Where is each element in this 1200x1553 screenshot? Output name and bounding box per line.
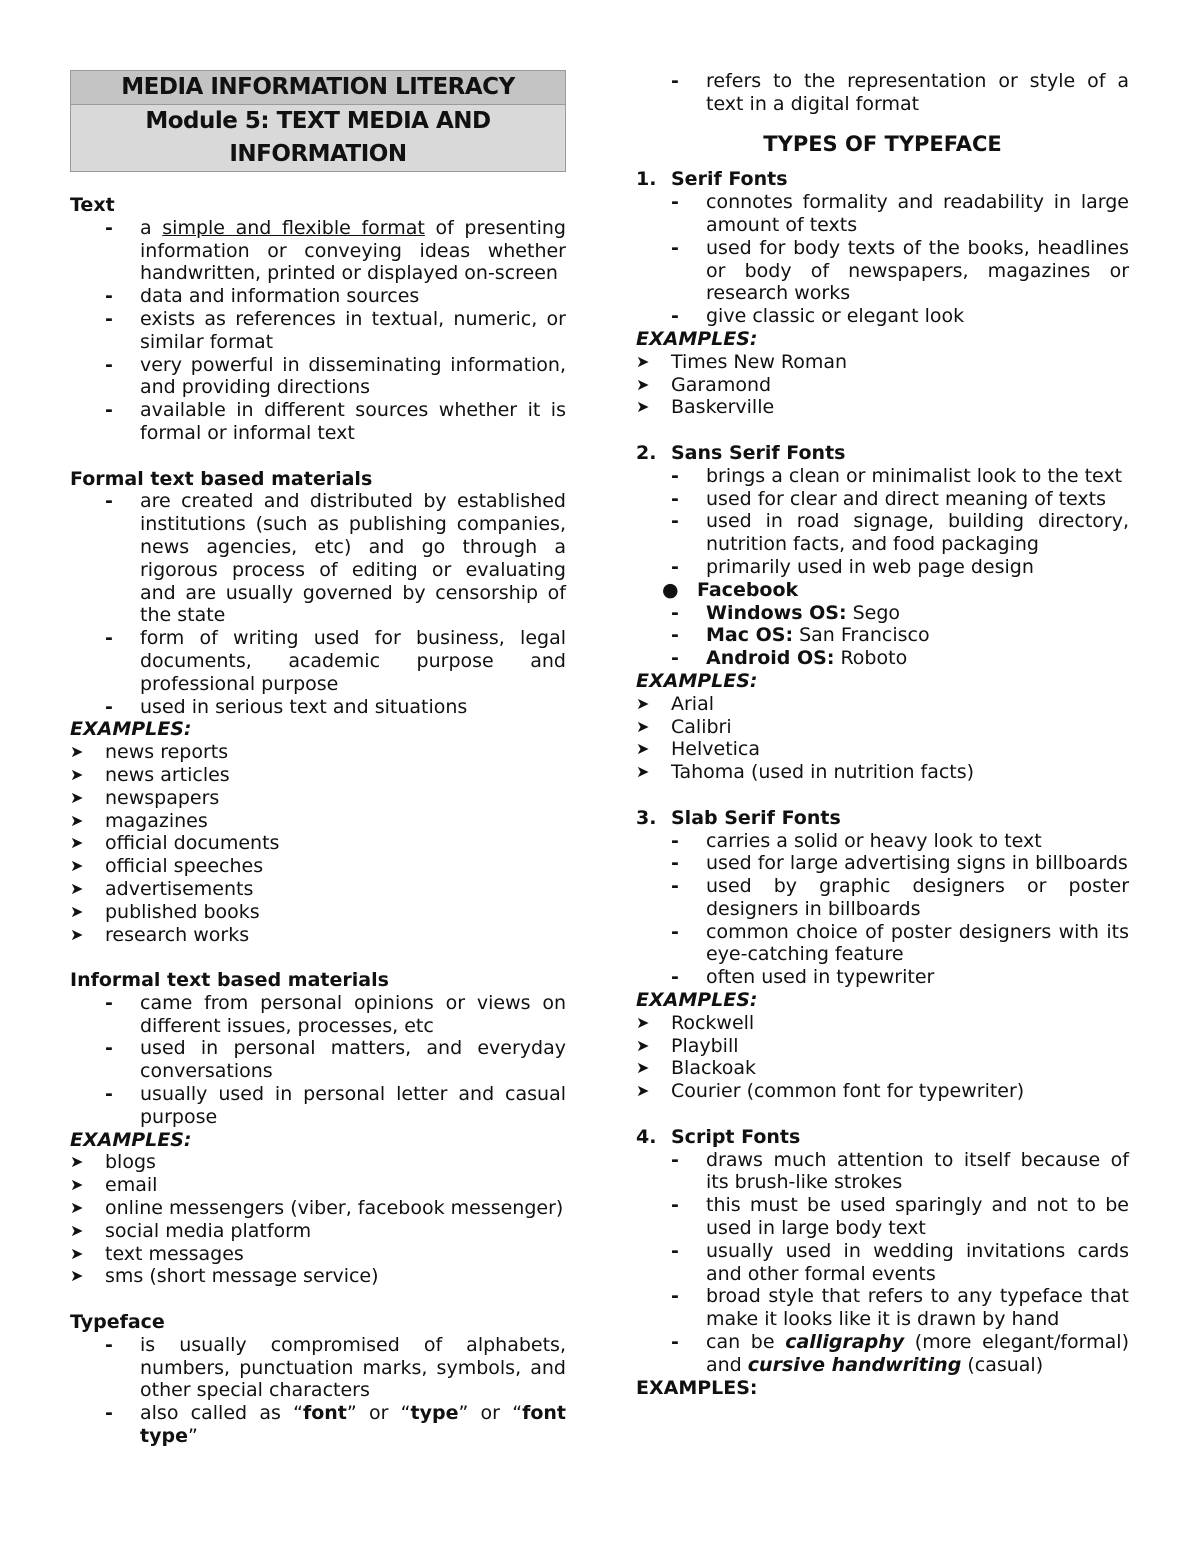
arrow-bullet-icon: ➤ — [636, 739, 650, 759]
list-item: ➤ news reports — [70, 741, 229, 764]
arrow-bullet-icon: ➤ — [70, 1220, 84, 1240]
list-item: ➤ Blackoak — [636, 1057, 756, 1080]
arrow-bullet-icon: ➤ — [70, 1266, 84, 1286]
list-item: - carries a solid or heavy look to text — [671, 829, 1042, 852]
list-item: - used for large advertising signs in billboards — [671, 852, 1128, 875]
list-item: ➤ official speeches — [70, 855, 264, 878]
arrow-bullet-icon: ➤ — [70, 856, 84, 876]
section-title-typeface: Typeface — [70, 1311, 165, 1334]
list-item: - used for clear and direct meaning of texts — [671, 487, 1107, 510]
arrow-bullet-icon: ➤ — [636, 716, 650, 736]
list-item: - Android OS: Roboto — [671, 647, 908, 670]
script-fonts-heading: 4. Script Fonts — [636, 1125, 801, 1148]
list-item: ➤ published books — [70, 900, 260, 923]
list-item: - came from personal opinions or views on different issues, processes, etc — [105, 991, 566, 1037]
sans-serif-fonts-heading: 2. Sans Serif Fonts — [636, 441, 846, 464]
list-item: ➤ Baskerville — [636, 396, 775, 419]
list-item: - also called as “font” or “type” or “font type” — [105, 1402, 567, 1448]
list-item: - connotes formality and readability in large amount of texts — [671, 191, 1129, 236]
list-item: ➤ social media platform — [70, 1219, 312, 1242]
list-item: - common choice of poster designers with its eye-catching feature — [671, 920, 1129, 966]
section-title-informal: Informal text based materials — [70, 969, 389, 992]
list-item: - give classic or elegant look — [671, 305, 965, 328]
arrow-bullet-icon: ➤ — [636, 693, 650, 713]
arrow-bullet-icon: ➤ — [70, 787, 84, 807]
examples-label: EXAMPLES: — [636, 669, 758, 692]
sans-serif-list — [636, 465, 1129, 579]
list-item: ➤ Rockwell — [636, 1011, 755, 1034]
sans-examples-list — [636, 693, 1129, 784]
list-item: - very powerful in disseminating information, and providing directions — [105, 353, 566, 399]
list-item: - broad style that refers to any typeface that make it looks like it is drawn by hand — [671, 1285, 1129, 1331]
slab-examples-list — [636, 1012, 1129, 1103]
arrow-bullet-icon: ➤ — [70, 1243, 84, 1263]
informal-examples-list — [70, 1151, 566, 1288]
examples-label: EXAMPLES: — [70, 1128, 192, 1151]
formal-list — [70, 490, 566, 718]
informal-list — [70, 992, 566, 1129]
list-item: - draws much attention to itself because of its brush-like strokes — [671, 1148, 1129, 1194]
list-item: ➤ sms (short message service) — [70, 1265, 379, 1288]
examples-label: EXAMPLES: — [636, 327, 758, 350]
arrow-bullet-icon: ➤ — [636, 1081, 650, 1101]
list-item: ➤ Courier (common font for typewriter) — [636, 1080, 1025, 1103]
list-item: - used by graphic designers or poster designers in billboards — [671, 875, 1129, 920]
list-item: - form of writing used for business, legal documents, academic purpose and professional purpose — [105, 627, 566, 695]
list-item: - are created and distributed by established institutions (such as publishing companies, news agencies, etc) and go through a rigorous process of editing or evaluating and are usually governed by censorship of the state — [105, 490, 566, 627]
arrow-bullet-icon: ➤ — [70, 764, 84, 784]
examples-label: EXAMPLES: — [70, 718, 192, 741]
serif-fonts-heading: 1. Serif Fonts — [636, 168, 788, 191]
list-item: ➤ email — [70, 1174, 158, 1197]
types-of-typeface-heading: TYPES OF TYPEFACE — [763, 131, 1002, 156]
arrow-bullet-icon: ➤ — [636, 1058, 650, 1078]
arrow-bullet-icon: ➤ — [636, 1012, 650, 1032]
arrow-bullet-icon: ➤ — [70, 901, 84, 921]
banner-subtitle: Module 5: TEXT MEDIA AND INFORMATION — [71, 105, 565, 171]
arrow-bullet-icon: ➤ — [70, 742, 84, 762]
serif-examples-list — [636, 351, 1129, 419]
list-item: - often used in typewriter — [671, 966, 935, 989]
script-list — [636, 1149, 1129, 1377]
list-item: ➤ magazines — [70, 809, 208, 832]
section-title-text: Text — [70, 194, 115, 216]
list-item: ➤ Garamond — [636, 373, 772, 396]
arrow-bullet-icon: ➤ — [636, 374, 650, 394]
list-item: ➤ Helvetica — [636, 738, 761, 761]
list-item: - usually used in wedding invitations cards and other formal events — [671, 1239, 1129, 1285]
list-item: ➤ newspapers — [70, 786, 220, 809]
list-item: - exists as references in textual, numeric, or similar format — [105, 307, 566, 353]
list-item: ➤ Tahoma (used in nutrition facts) — [636, 761, 975, 784]
list-item: ➤ advertisements — [70, 877, 254, 900]
list-item: - can be calligraphy (more elegant/formal) and cursive handwriting (casual) — [671, 1331, 1129, 1376]
list-item: - used in road signage, building directory, nutrition facts, and food packaging — [671, 510, 1129, 556]
facebook-bullet: ● Facebook — [662, 578, 799, 601]
text-list — [70, 217, 566, 445]
list-item: - used in serious text and situations — [105, 695, 468, 718]
list-item: ➤ online messengers (viber, facebook messenger) — [70, 1197, 564, 1220]
slab-list — [636, 830, 1129, 990]
list-item: - this must be used sparingly and not to be used in large body text — [671, 1194, 1129, 1240]
banner-title: MEDIA INFORMATION LITERACY — [71, 71, 565, 105]
arrow-bullet-icon: ➤ — [70, 1175, 84, 1195]
arrow-bullet-icon: ➤ — [636, 351, 650, 371]
dot-bullet-icon: ● — [662, 578, 679, 601]
section-title-formal: Formal text based materials — [70, 467, 373, 490]
underlined-phrase: simple and flexible format — [162, 216, 425, 239]
typeface-list — [70, 1334, 566, 1448]
left-column — [70, 70, 566, 1448]
list-item: - used for body texts of the books, headlines or body of newspapers, magazines or research works — [671, 236, 1129, 305]
list-item: - Mac OS: San Francisco — [671, 624, 930, 647]
list-item: - is usually compromised of alphabets, numbers, punctuation marks, symbols, and other special characters — [105, 1333, 566, 1402]
list-item: ➤ Playbill — [636, 1034, 739, 1057]
list-item: ➤ Arial — [636, 692, 715, 715]
arrow-bullet-icon: ➤ — [70, 924, 84, 944]
list-item: ➤ research works — [70, 923, 250, 946]
title-banner — [70, 70, 566, 172]
list-item: ➤ blogs — [70, 1151, 156, 1174]
list-item: ➤ Calibri — [636, 715, 732, 738]
arrow-bullet-icon: ➤ — [70, 878, 84, 898]
arrow-bullet-icon: ➤ — [70, 1152, 84, 1172]
examples-label: EXAMPLES: — [636, 989, 758, 1012]
list-item: - available in different sources whether it is formal or informal text — [105, 399, 566, 444]
list-item: ➤ news articles — [70, 763, 230, 786]
os-font-list — [636, 602, 1129, 670]
list-item: - data and information sources — [105, 285, 420, 308]
arrow-bullet-icon: ➤ — [70, 1198, 84, 1218]
list-item: - brings a clean or minimalist look to the text — [671, 464, 1123, 487]
arrow-bullet-icon: ➤ — [70, 833, 84, 853]
typeface-continued-list — [636, 70, 1129, 116]
list-item: ➤ Times New Roman — [636, 350, 848, 373]
arrow-bullet-icon: ➤ — [636, 762, 650, 782]
formal-examples-list — [70, 741, 566, 946]
list-item: ➤ official documents — [70, 832, 280, 855]
arrow-bullet-icon: ➤ — [636, 397, 650, 417]
list-item: ➤ text messages — [70, 1242, 244, 1265]
slab-serif-fonts-heading: 3. Slab Serif Fonts — [636, 806, 841, 829]
list-item: - Windows OS: Sego — [671, 601, 901, 624]
list-item: - usually used in personal letter and casual purpose — [105, 1083, 566, 1128]
examples-label-plain: EXAMPLES: — [636, 1376, 758, 1399]
serif-list — [636, 191, 1129, 328]
list-item: - a simple and flexible format of presenting information or conveying ideas whether handwritten, printed or displayed on-screen — [105, 216, 566, 285]
list-item: - refers to the representation or style of a text in a digital format — [671, 70, 1129, 115]
right-column — [636, 70, 1129, 1399]
arrow-bullet-icon: ➤ — [70, 810, 84, 830]
arrow-bullet-icon: ➤ — [636, 1035, 650, 1055]
list-item: - primarily used in web page design — [671, 555, 1034, 578]
list-item: - used in personal matters, and everyday conversations — [105, 1037, 566, 1083]
